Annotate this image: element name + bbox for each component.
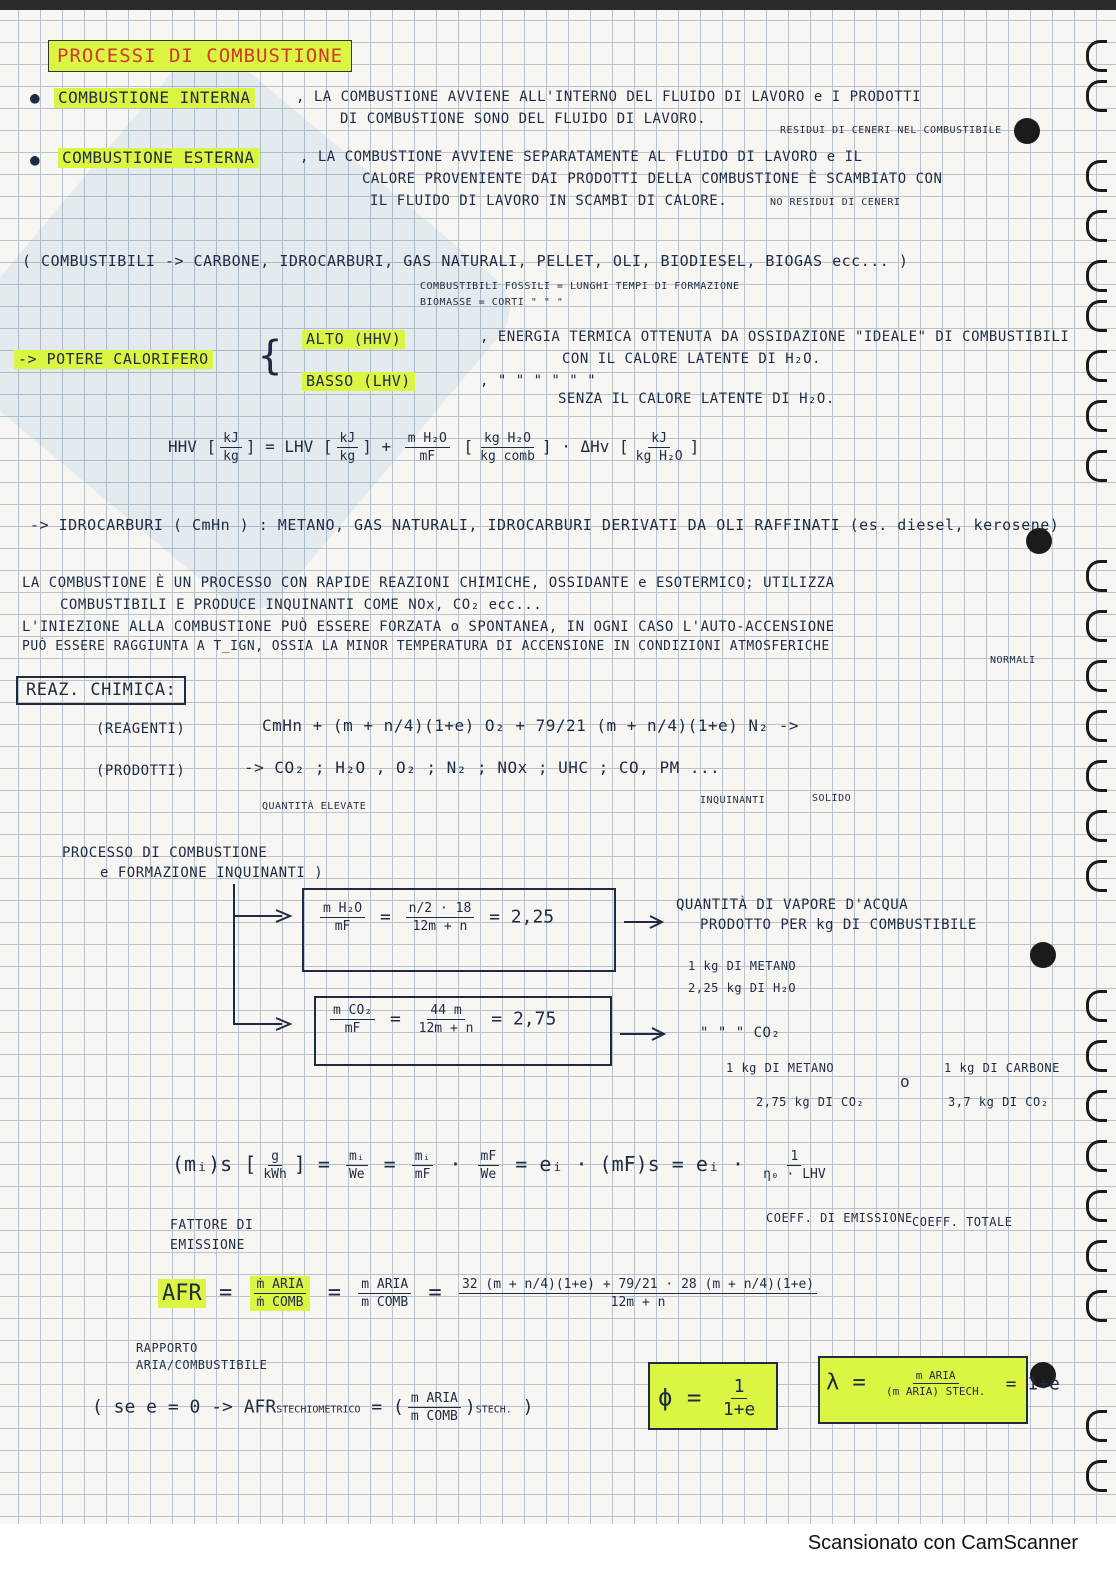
combustion-line-4: PUÒ ESSERE RAGGIUNTA A T_IGN, OSSIA LA MINOR TEMPERATURA DI ACCENSIONE IN CONDIZIONI ATMOSFERICHE [22,639,830,654]
phi-equation [658,1378,762,1419]
calorific-low-text: SENZA IL CALORE LATENTE DI H₂O. [558,391,835,407]
lambda-symbol: λ = [826,1370,866,1396]
reagents-formula: CmHn + (m + n/4)(1+e) O₂ + 79/21 (m + n/4)(1+e) N₂ -> [262,716,800,735]
note-solid: SOLIDO [812,793,852,804]
ratio: $\frac{mF}{We}$ [478,1150,500,1181]
products-label: (PRODOTTI) [96,763,186,779]
emission-equation: (mᵢ)s [ $\frac{g}{\text{kWh}}$ ] = $\frac{\text{mᵢ}}{We}$ = $\frac{\text{mᵢ}}{mF}$ · $\frac{mF}{We}$ = eᵢ · (mF)s = eᵢ · $\frac{1}{\text{η₀ · LHV}}$ [172,1150,833,1181]
water-value: = 2,25 [489,906,555,928]
reaction-label: REAZ. CHIMICA: [16,676,186,705]
afr-equation: AFR = $\frac{\text{ṁ ARIA}}{\text{ṁ COMB}}$ = $\frac{\text{m ARIA}}{\text{m COMB}}$ = $\frac{32 (m + n/4)(1+e) + 79/21 \cdot 28 (m + n/4)(1+e)}{12m + n}$ [158,1276,821,1311]
external-text-1: , LA COMBUSTIONE AVVIENE SEPARATAMENTE AL FLUIDO DI LAVORO e IL [300,149,863,165]
co2-or: o [900,1072,911,1091]
bullet-icon: ● [30,150,41,169]
water-desc-2: PRODOTTO PER kg DI COMBUSTIBILE [700,917,977,933]
note-total-coeff: COEFF. TOTALE [912,1215,1013,1229]
lambda-equation [826,1370,1060,1397]
water-lhs: $\frac{\text{m H₂O}}{mF}$ [320,902,365,933]
calorific-low: BASSO (LHV) [302,372,415,391]
water-ratio: $\frac{\text{m H₂O}}{mF}$ [405,432,450,463]
external-note: NO RESIDUI DI CENERI [770,197,901,208]
stoich-sub: STECHIOMETRICO [276,1404,361,1416]
emission-tail: = eᵢ · (mF)s = eᵢ · [515,1152,745,1176]
water-desc-1: QUANTITÀ DI VAPORE D'ACQUA [676,897,909,913]
hhv-symbol: HHV [168,437,197,456]
formation-line-1: PROCESSO DI COMBUSTIONE [62,845,268,861]
internal-text-2: DI COMBUSTIONE SONO DEL FLUIDO DI LAVORO. [340,111,707,127]
water-mid: $\frac{n/2 \cdot 18}{12m + n}$ [406,902,475,933]
note-emission-factor: FATTORE DI EMISSIONE [170,1218,254,1253]
hhv-equation: HHV [ $\frac{kJ}{kg}$ ] = LHV [ $\frac{kJ}{kg}$ ] + $\frac{\text{m H₂O}}{mF}$ [ $\frac{\text{kg H₂O}}{\text{kg comb}}$ ] · ΔHv [ $\frac{kJ}{\text{kg H₂O}}$ ] [168,431,700,464]
bullet-icon: ● [30,88,41,107]
equals-lhv: = LHV [265,437,314,456]
combustion-line-3: L'INIEZIONE ALLA COMBUSTIONE PUÒ ESSERE FORZATA o SPONTANEA, IN OGNI CASO L'AUTO-ACCENSIONE [22,619,835,635]
fuels-note-fossil: COMBUSTIBILI FOSSILI = LUNGHI TEMPI DI FORMAZIONE [420,281,740,292]
page-title: PROCESSI DI COMBUSTIONE [48,40,352,72]
brace: { [258,333,283,379]
ratio: $\frac{\text{ṁ ARIA}}{\text{ṁ COMB}}$ [250,1276,311,1311]
co2-example-1a: 1 kg DI METANO [726,1061,835,1075]
calorific-label: -> POTERE CALORIFERO [14,350,213,369]
calorific-high: ALTO (HHV) [302,330,405,349]
water-example-2: 2,25 kg DI H₂O [688,981,797,995]
co2-value: = 2,75 [491,1008,557,1030]
combustion-line-1: LA COMBUSTIONE È UN PROCESSO CON RAPIDE REAZIONI CHIMICHE, OSSIDANTE e ESOTERMICO; UTILIZZA [22,575,835,591]
ratio: $\frac{32 (m + n/4)(1+e) + 79/21 \cdot 28 (m + n/4)(1+e)}{12m + n}$ [459,1278,817,1309]
internal-combustion-label: COMBUSTIONE INTERNA [54,88,255,108]
water-example-1: 1 kg DI METANO [688,959,797,973]
external-text-3: IL FLUIDO DI LAVORO IN SCAMBI DI CALORE. [370,193,728,209]
unit-fraction: $\frac{g}{\text{kWh}}$ [263,1149,287,1182]
calorific-high-text-2: CON IL CALORE LATENTE DI H₂O. [562,351,821,367]
co2-lhs: $\frac{\text{m CO₂}}{mF}$ [330,1004,375,1035]
external-combustion-label: COMBUSTIONE ESTERNA [58,148,259,168]
ratio: $\frac{1}{\text{η₀ · LHV}}$ [763,1149,826,1182]
fuels-note-biomass: BIOMASSE = CORTI " " " [420,297,564,308]
co2-example-1b: 2,75 kg DI CO₂ [756,1095,865,1109]
plus-sign: + [381,437,392,456]
stoich-sub2: STECH. [475,1404,512,1416]
co2-ditto: " " " CO₂ [700,1025,781,1041]
ratio: $\frac{\text{mᵢ}}{mF}$ [412,1150,434,1181]
note-pollutants: INQUINANTI [700,795,766,806]
lambda-rhs: = 1+e [1005,1373,1060,1395]
note-high-quantity: QUANTITÀ ELEVATE [262,801,367,812]
ratio: $\frac{\text{mᵢ}}{We}$ [346,1150,368,1181]
unit-fraction: $\frac{kJ}{\text{kg H₂O}}$ [635,431,683,464]
ratio: $\frac{1}{1+e}$ [722,1376,756,1420]
internal-text-1: , LA COMBUSTIONE AVVIENE ALL'INTERNO DEL FLUIDO DI LAVORO e I PRODOTTI [296,89,922,105]
formation-line-2: e FORMAZIONE INQUINANTI ) [100,865,324,881]
unit-fraction: $\frac{kJ}{kg}$ [220,432,242,463]
scanner-footer: Scansionato con CamScanner [807,1532,1078,1554]
phi-symbol: ϕ = [658,1383,702,1412]
stoich-text: ( se e = 0 -> AFR [92,1396,277,1418]
emission-lhs: (mᵢ)s [172,1152,233,1176]
note-emission-coeff: COEFF. DI EMISSIONE [766,1211,913,1225]
water-equation: $\frac{\text{m H₂O}}{mF}$ = $\frac{n/2 \cdot 18}{12m + n}$ = 2,25 [316,902,554,933]
external-text-2: CALORE PROVENIENTE DAI PRODOTTI DELLA COMBUSTIONE È SCAMBIATO CON [362,171,943,187]
unit-fraction: $\frac{\text{kg H₂O}}{\text{kg comb}}$ [480,431,535,464]
fuels-line: ( COMBUSTIBILI -> CARBONE, IDROCARBURI, GAS NATURALI, PELLET, OLI, BIODIESEL, BIOGAS ecc... ) [22,252,909,270]
latent-heat-term: · ΔHv [561,437,610,456]
hydrocarbons-line: -> IDROCARBURI ( CmHn ) : METANO, GAS NATURALI, IDROCARBURI DERIVATI DA OLI RAFFINATI (es. diesel, kerosene) [30,516,1060,534]
internal-note: RESIDUI DI CENERI NEL COMBUSTIBILE [780,125,1002,136]
co2-equation: $\frac{\text{m CO₂}}{mF}$ = $\frac{44 m}{12m + n}$ = 2,75 [326,1004,556,1035]
calorific-low-ditto: , " " " " " " [480,373,597,389]
combustion-line-2: COMBUSTIBILI E PRODUCE INQUINANTI COME NOx, CO₂ ecc... [60,597,543,613]
unit-fraction: $\frac{kJ}{kg}$ [337,432,359,463]
ratio: $\frac{\text{m ARIA}}{\text{m COMB}}$ [358,1278,411,1309]
co2-example-2a: 1 kg DI CARBONE [944,1061,1060,1075]
afr-symbol: AFR [158,1279,206,1308]
products-formula: -> CO₂ ; H₂O , O₂ ; N₂ ; NOx ; UHC ; CO, PM ... [244,758,721,777]
co2-mid: $\frac{44 m}{12m + n}$ [418,1003,474,1036]
reagents-label: (REAGENTI) [96,721,186,737]
ratio: $\frac{\text{m ARIA}}{\text{(m ARIA) STECH.}}$ [886,1369,986,1398]
note-afr: RAPPORTO ARIA/COMBUSTIBILE [136,1341,268,1372]
ratio: $\frac{\text{m ARIA}}{\text{m COMB}}$ [408,1392,461,1423]
combustion-note: NORMALI [990,655,1036,666]
stoich-equation: ( se e = 0 -> AFRSTECHIOMETRICO = ( $\frac{\text{m ARIA}}{\text{m COMB}}$ )STECH. ) [92,1391,534,1424]
co2-example-2b: 3,7 kg DI CO₂ [948,1095,1049,1109]
calorific-high-text: , ENERGIA TERMICA OTTENUTA DA OSSIDAZIONE "IDEALE" DI COMBUSTIBILI [480,329,1070,345]
